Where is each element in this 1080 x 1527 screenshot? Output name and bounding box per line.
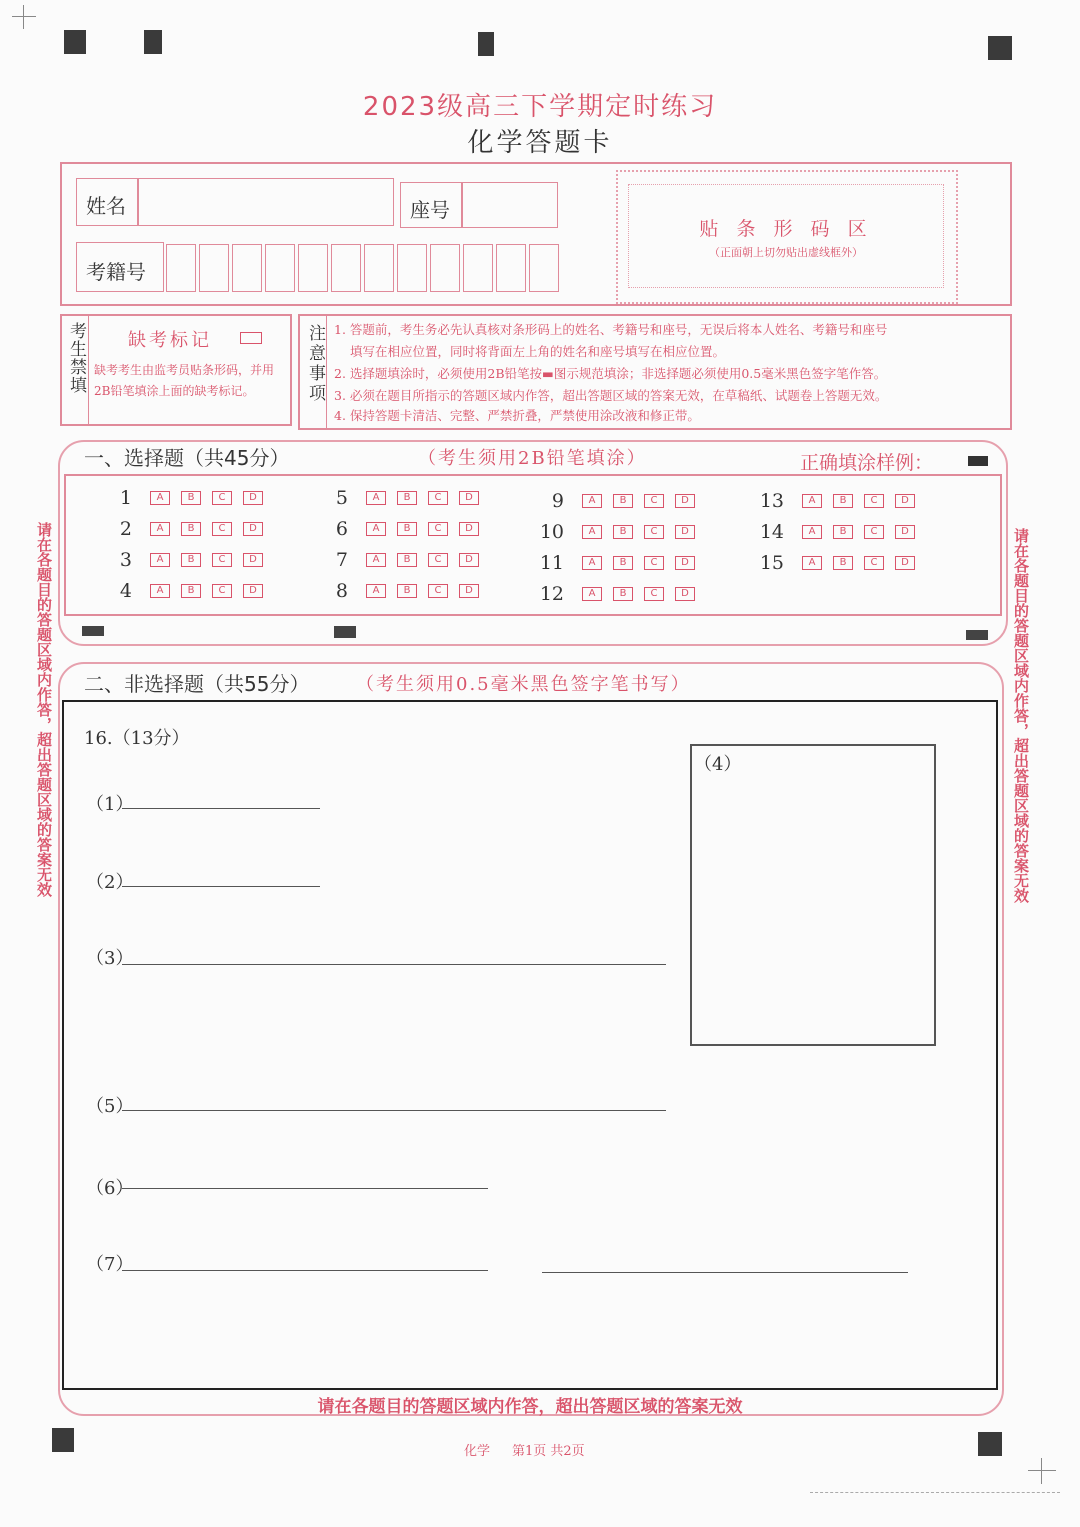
timing-mark	[82, 626, 104, 636]
option-bubble-c[interactable]: C	[428, 584, 448, 598]
seat-input[interactable]	[462, 182, 558, 228]
note-item: 3. 必须在题目所指示的答题区域内作答，超出答题区域的答案无效，在草稿纸、试题卷上答题无效。	[334, 388, 888, 403]
question-number: 12	[539, 583, 564, 605]
crop-mark-top-left	[12, 16, 36, 17]
exam-id-digit-box[interactable]	[397, 244, 427, 292]
option-bubble-a[interactable]: A	[150, 584, 170, 598]
part-5-label: （5）	[86, 1096, 134, 1117]
timing-mark	[478, 32, 494, 56]
option-bubble-a[interactable]: A	[150, 491, 170, 505]
option-bubble-a[interactable]: A	[366, 491, 386, 505]
fill-sample-label: 正确填涂样例：	[800, 452, 934, 474]
part-1-line[interactable]	[122, 808, 320, 809]
option-bubble-c[interactable]: C	[864, 525, 884, 539]
exam-id-digit-box[interactable]	[265, 244, 295, 292]
option-bubble-d[interactable]: D	[895, 494, 915, 508]
option-bubble-a[interactable]: A	[802, 494, 822, 508]
option-bubble-d[interactable]: D	[243, 584, 263, 598]
choice-question-row	[748, 489, 926, 513]
question-number: 13	[759, 490, 784, 512]
choice-question-row	[528, 582, 706, 606]
choice-question-row	[748, 520, 926, 544]
option-bubble-b[interactable]: B	[613, 525, 633, 539]
exam-id-digit-box[interactable]	[364, 244, 394, 292]
choice-question-row	[528, 520, 706, 544]
option-bubble-d[interactable]: D	[459, 553, 479, 567]
option-bubble-c[interactable]: C	[212, 553, 232, 567]
left-side-warning: 请在各题目的答题区域内作答，超出答题区域的答案无效	[35, 522, 53, 897]
option-bubble-b[interactable]: B	[181, 491, 201, 505]
question-number: 8	[335, 580, 348, 602]
option-bubble-d[interactable]: D	[243, 522, 263, 536]
timing-mark	[978, 1432, 1002, 1456]
barcode-title: 贴 条 形 码 区	[699, 218, 873, 240]
option-bubble-c[interactable]: C	[212, 491, 232, 505]
section1-title: 一、选择题（共45分）	[84, 446, 290, 470]
option-bubble-d[interactable]: D	[459, 584, 479, 598]
option-bubble-d[interactable]: D	[895, 525, 915, 539]
question-number: 4	[119, 580, 132, 602]
option-bubble-c[interactable]: C	[644, 587, 664, 601]
option-bubble-c[interactable]: C	[864, 556, 884, 570]
option-bubble-c[interactable]: C	[644, 494, 664, 508]
option-bubble-c[interactable]: C	[212, 584, 232, 598]
choice-question-row	[312, 517, 490, 541]
option-bubble-a[interactable]: A	[582, 525, 602, 539]
part-6-line[interactable]	[122, 1188, 488, 1189]
option-bubble-b[interactable]: B	[613, 587, 633, 601]
footer-subject: 化学	[464, 1444, 491, 1459]
option-bubble-a[interactable]: A	[366, 522, 386, 536]
option-bubble-d[interactable]: D	[675, 525, 695, 539]
question-number: 7	[335, 549, 348, 571]
choice-question-row	[312, 486, 490, 510]
bottom-warning: 请在各题目的答题区域内作答，超出答题区域的答案无效	[317, 1397, 743, 1417]
option-bubble-b[interactable]: B	[833, 494, 853, 508]
option-bubble-d[interactable]: D	[243, 491, 263, 505]
question-16-label: 16.（13分）	[84, 728, 190, 749]
note-item: 2. 选择题填涂时，必须使用2B铅笔按▬图示规范填涂；非选择题必须使用0.5毫米黑色签字笔作答。	[334, 366, 887, 381]
absent-mark-box[interactable]	[240, 332, 262, 344]
option-bubble-d[interactable]: D	[895, 556, 915, 570]
timing-mark	[64, 30, 86, 54]
question-number: 15	[759, 552, 784, 574]
question-number: 3	[119, 549, 132, 571]
option-bubble-b[interactable]: B	[833, 525, 853, 539]
part-3-line[interactable]	[122, 964, 666, 965]
option-bubble-b[interactable]: B	[833, 556, 853, 570]
option-bubble-a[interactable]: A	[366, 553, 386, 567]
exam-id-digit-box[interactable]	[430, 244, 460, 292]
exam-id-digit-box[interactable]	[529, 244, 559, 292]
absent-note: 缺考考生由监考员贴条形码，并用2B铅笔填涂上面的缺考标记。	[94, 363, 275, 398]
option-bubble-b[interactable]: B	[397, 584, 417, 598]
notes-side-label: 注意事项	[305, 324, 325, 404]
exam-id-label: 考籍号	[86, 260, 146, 284]
part-7-line-b[interactable]	[542, 1272, 908, 1273]
option-bubble-b[interactable]: B	[613, 494, 633, 508]
note-item: 1. 答题前，考生务必先认真核对条形码上的姓名、考籍号和座号，无误后将本人姓名、考籍号和座号	[334, 322, 888, 337]
barcode-note: （正面朝上切勿贴出虚线框外）	[709, 246, 863, 259]
option-bubble-d[interactable]: D	[675, 587, 695, 601]
option-bubble-a[interactable]: A	[150, 522, 170, 536]
option-bubble-b[interactable]: B	[613, 556, 633, 570]
timing-mark	[334, 626, 356, 638]
right-side-warning: 请在各题目的答题区域内作答，超出答题区域的答案无效	[1012, 528, 1030, 903]
exam-id-digit-box[interactable]	[232, 244, 262, 292]
dashed-edge	[810, 1492, 1060, 1493]
choice-question-row	[748, 551, 926, 575]
part-3-label: （3）	[86, 948, 134, 969]
timing-mark	[966, 630, 988, 640]
option-bubble-c[interactable]: C	[644, 556, 664, 570]
option-bubble-a[interactable]: A	[582, 494, 602, 508]
option-bubble-d[interactable]: D	[243, 553, 263, 567]
name-label: 姓名	[86, 194, 126, 218]
option-bubble-c[interactable]: C	[428, 522, 448, 536]
question-number: 2	[119, 518, 132, 540]
exam-id-digit-box[interactable]	[298, 244, 328, 292]
option-bubble-b[interactable]: B	[397, 522, 417, 536]
option-bubble-b[interactable]: B	[181, 584, 201, 598]
section2-title: 二、非选择题（共55分）	[84, 672, 310, 696]
question-number: 11	[539, 552, 564, 574]
question-number: 6	[335, 518, 348, 540]
option-bubble-d[interactable]: D	[459, 491, 479, 505]
option-bubble-c[interactable]: C	[864, 494, 884, 508]
choice-question-row	[312, 548, 490, 572]
exam-id-digit-box[interactable]	[331, 244, 361, 292]
absent-side-label: 考生禁填	[66, 322, 86, 394]
option-bubble-c[interactable]: C	[428, 553, 448, 567]
notes-divider	[326, 316, 327, 428]
note-item: 4. 保持答题卡清洁、完整、严禁折叠，严禁使用涂改液和修正带。	[334, 408, 700, 423]
option-bubble-a[interactable]: A	[802, 556, 822, 570]
question-number: 1	[119, 487, 132, 509]
sheet-title: 2023级高三下学期定时练习	[362, 92, 718, 122]
part-7-line-a[interactable]	[122, 1270, 488, 1271]
question-number: 9	[551, 490, 564, 512]
exam-id-digit-box[interactable]	[463, 244, 493, 292]
part-4-box[interactable]	[690, 744, 936, 1046]
exam-id-digit-box[interactable]	[199, 244, 229, 292]
choice-question-row	[528, 489, 706, 513]
timing-mark	[52, 1428, 74, 1452]
option-bubble-b[interactable]: B	[397, 553, 417, 567]
option-bubble-a[interactable]: A	[582, 556, 602, 570]
exam-id-digit-box[interactable]	[166, 244, 196, 292]
part-4-label: （4）	[694, 754, 742, 775]
option-bubble-c[interactable]: C	[212, 522, 232, 536]
choice-question-row	[528, 551, 706, 575]
crop-mark-top-left-v	[23, 5, 24, 29]
choice-question-row	[96, 579, 274, 603]
part-2-line[interactable]	[122, 886, 320, 887]
option-bubble-c[interactable]: C	[428, 491, 448, 505]
choice-question-row	[96, 517, 274, 541]
option-bubble-c[interactable]: C	[644, 525, 664, 539]
timing-mark	[988, 36, 1012, 60]
option-bubble-a[interactable]: A	[802, 525, 822, 539]
question-number: 14	[759, 521, 784, 543]
option-bubble-a[interactable]: A	[150, 553, 170, 567]
crop-mark-bottom-right-v	[1041, 1458, 1042, 1484]
choice-question-row	[96, 486, 274, 510]
option-bubble-d[interactable]: D	[675, 494, 695, 508]
part-1-label: （1）	[86, 794, 134, 815]
exam-id-digit-box[interactable]	[496, 244, 526, 292]
timing-mark	[144, 30, 162, 54]
option-bubble-b[interactable]: B	[397, 491, 417, 505]
footer-page: 第1页 共2页	[512, 1444, 585, 1459]
part-7-label: （7）	[86, 1254, 134, 1275]
name-input[interactable]	[138, 178, 394, 226]
part-2-label: （2）	[86, 872, 134, 893]
question-number: 10	[539, 521, 564, 543]
sheet-subtitle: 化学答题卡	[467, 128, 613, 158]
option-bubble-b[interactable]: B	[181, 553, 201, 567]
option-bubble-d[interactable]: D	[675, 556, 695, 570]
question-number: 5	[335, 487, 348, 509]
seat-label: 座号	[410, 198, 450, 222]
part-5-line[interactable]	[122, 1110, 666, 1111]
absent-divider	[88, 316, 89, 424]
section1-instruction: （考生须用2B铅笔填涂）	[418, 448, 647, 469]
option-bubble-b[interactable]: B	[181, 522, 201, 536]
choice-question-row	[96, 548, 274, 572]
note-item: 填写在相应位置，同时将背面左上角的姓名和座号填写在相应位置。	[350, 344, 726, 359]
section2-instruction: （考生须用0.5毫米黑色签字笔书写）	[356, 674, 691, 695]
crop-mark-bottom-right	[1028, 1470, 1056, 1471]
absent-title: 缺考标记	[128, 330, 212, 351]
option-bubble-a[interactable]: A	[582, 587, 602, 601]
part-6-label: （6）	[86, 1178, 134, 1199]
fill-sample-mark	[968, 456, 988, 466]
choice-question-row	[312, 579, 490, 603]
option-bubble-a[interactable]: A	[366, 584, 386, 598]
option-bubble-d[interactable]: D	[459, 522, 479, 536]
